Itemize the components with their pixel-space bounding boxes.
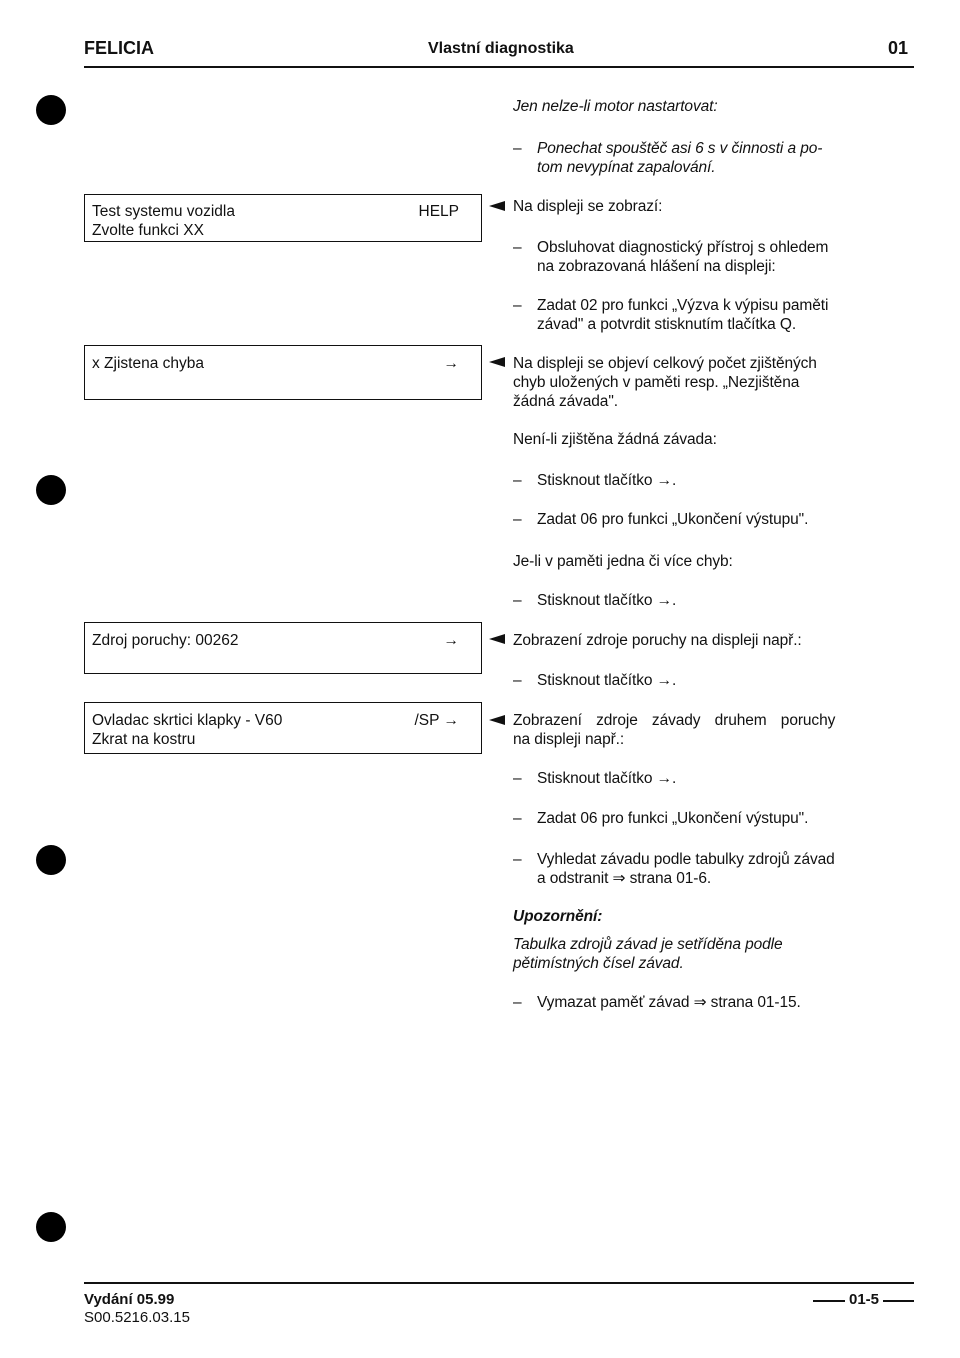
step-4-line2: na displeji např.: bbox=[513, 731, 625, 748]
dash: – bbox=[513, 511, 522, 528]
step-1b-line2: závad" a potvrdit stisknutím tlačítka Q. bbox=[537, 316, 797, 333]
faults-heading: Je-li v paměti jedna či více chyb: bbox=[513, 553, 733, 570]
step-1a-line1: Obsluhovat diagnostický přístroj s ohledem bbox=[537, 239, 829, 256]
step-4b: Zadat 06 pro funkci „Ukončení výstupu". bbox=[537, 810, 809, 827]
step-4-line1: Zobrazení zdroje závady druhem poruchy bbox=[513, 712, 836, 729]
display-box-test-system bbox=[84, 194, 482, 242]
dash: – bbox=[513, 239, 522, 256]
pointer-arrow-icon bbox=[489, 201, 505, 211]
step-3: Zobrazení zdroje poruchy na displeji např.: bbox=[513, 632, 802, 649]
display-box-fault-source bbox=[84, 622, 482, 674]
dash: – bbox=[513, 770, 522, 787]
dash: – bbox=[513, 297, 522, 314]
page-number-line-right bbox=[883, 1300, 914, 1302]
page-title: Vlastní diagnostika bbox=[428, 40, 574, 57]
no-fault-heading: Není-li zjištěna žádná závada: bbox=[513, 431, 717, 448]
note-line1: Tabulka zdrojů závad je setříděna podle bbox=[513, 936, 783, 953]
display-box-fault-type bbox=[84, 702, 482, 754]
step-5: Vymazat paměť závad ⇒ strana 01-15. bbox=[537, 994, 801, 1011]
display-right: HELP bbox=[418, 203, 459, 220]
display-line1: Ovladac skrtici klapky - V60 bbox=[92, 712, 283, 729]
display-line2: Zkrat na kostru bbox=[92, 731, 196, 748]
step-2-line1: Na displeji se objeví celkový počet zjištěných bbox=[513, 355, 817, 372]
pointer-arrow-icon bbox=[489, 715, 505, 725]
no-fault-step-a: Stisknout tlačítko →. bbox=[537, 472, 677, 489]
intro-heading: Jen nelze-li motor nastartovat: bbox=[513, 98, 718, 115]
display-line1: Zdroj poruchy: 00262 bbox=[92, 632, 239, 649]
punch-hole-2 bbox=[36, 475, 66, 505]
display-box-fault-count bbox=[84, 345, 482, 400]
step-2-line3: žádná závada". bbox=[513, 393, 618, 410]
display-line1: Test systemu vozidla bbox=[92, 203, 235, 220]
note-line2: pětimístných čísel závad. bbox=[513, 955, 684, 972]
dash: – bbox=[513, 851, 522, 868]
header-rule bbox=[84, 66, 914, 68]
section-number: 01 bbox=[888, 38, 909, 58]
step-1a-line2: na zobrazovaná hlášení na displeji: bbox=[537, 258, 776, 275]
display-line2: Zvolte funkci XX bbox=[92, 222, 204, 239]
document-code: S00.5216.03.15 bbox=[84, 1309, 190, 1326]
display-right: /SP → bbox=[414, 712, 459, 729]
display-right: → bbox=[443, 632, 459, 649]
step-3a: Stisknout tlačítko →. bbox=[537, 672, 677, 689]
page-number: 01-5 bbox=[849, 1291, 880, 1308]
dash: – bbox=[513, 140, 522, 157]
dash: – bbox=[513, 472, 522, 489]
faults-step-a: Stisknout tlačítko →. bbox=[537, 592, 677, 609]
display-line1: x Zjistena chyba bbox=[92, 355, 204, 372]
step-1b-line1: Zadat 02 pro funkci „Výzva k výpisu paměti bbox=[537, 297, 829, 314]
footer-rule bbox=[84, 1282, 914, 1284]
edition: Vydání 05.99 bbox=[84, 1291, 175, 1308]
brand: FELICIA bbox=[84, 38, 154, 58]
intro-item-line1: Ponechat spouštěč asi 6 s v činnosti a po- bbox=[537, 140, 823, 157]
step-4a: Stisknout tlačítko →. bbox=[537, 770, 677, 787]
page-number-line-left bbox=[813, 1300, 845, 1302]
no-fault-step-b: Zadat 06 pro funkci „Ukončení výstupu". bbox=[537, 511, 809, 528]
dash: – bbox=[513, 592, 522, 609]
note-heading: Upozornění: bbox=[513, 908, 603, 925]
intro-item-line2: tom nevypínat zapalování. bbox=[537, 159, 716, 176]
step-4c-line1: Vyhledat závadu podle tabulky zdrojů závad bbox=[537, 851, 835, 868]
step-2-line2: chyb uložených v paměti resp. „Nezjištěna bbox=[513, 374, 800, 391]
display-right: → bbox=[443, 355, 459, 372]
pointer-arrow-icon bbox=[489, 357, 505, 367]
dash: – bbox=[513, 672, 522, 689]
pointer-arrow-icon bbox=[489, 634, 505, 644]
dash: – bbox=[513, 994, 522, 1011]
punch-hole-4 bbox=[36, 1212, 66, 1242]
step-1: Na displeji se zobrazí: bbox=[513, 198, 663, 215]
punch-hole-3 bbox=[36, 845, 66, 875]
step-4c-line2: a odstranit ⇒ strana 01-6. bbox=[537, 870, 712, 887]
punch-hole-1 bbox=[36, 95, 66, 125]
dash: – bbox=[513, 810, 522, 827]
